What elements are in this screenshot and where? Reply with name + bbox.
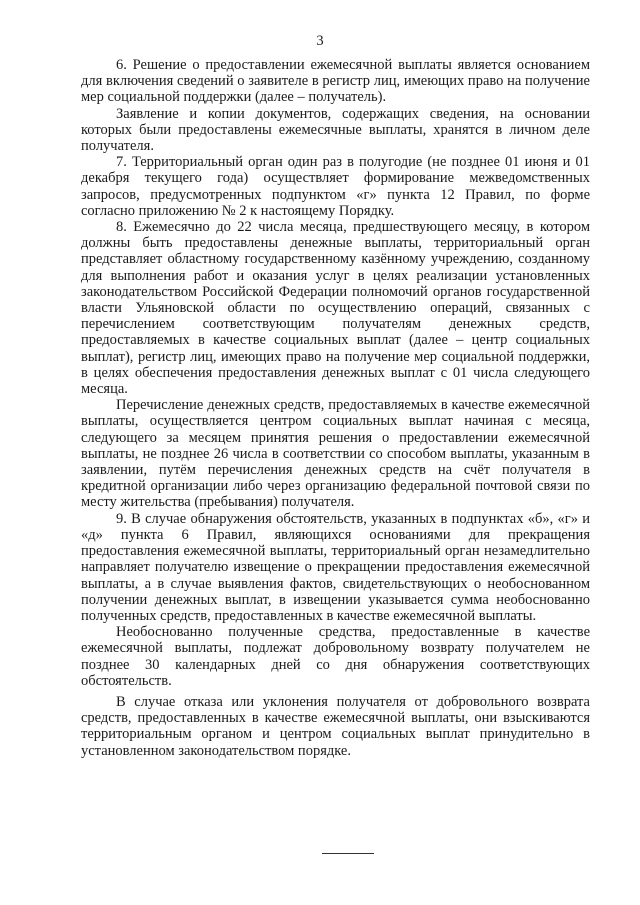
paragraph-9: 9. В случае обнаружения обстоятельств, указанных в подпунктах «б», «г» и «д» пункта 6 Правил, являющихся основаниями для прекращения предоставления ежемесячной выплаты, территориальный орган незамедлительно направляет получателю извещение о прекращении предоставления ежемесячной выплаты, а в случае выявления фактов, свидетельствующих о необоснованном получении денежных выплат, в извещении указывается сумма необоснованно полученных средств, предоставленных в качестве ежемесячной выплаты. [81,510,590,624]
paragraph-8: 8. Ежемесячно до 22 числа месяца, предшествующего месяцу, в котором должны быть предоставлены денежные выплаты, территориальный орган представляет областному государственному казённому учреждению, созданному для выполнения работ и оказания услуг в целях реализации установленных законодательством Российской Федерации полномочий органов государственной власти Ульяновской области по осуществлению операций, связанных с перечислением соответствующим получателям денежных средств, предоставляемых в качестве социальных выплат (далее – центр социальных выплат), регистр лиц, имеющих право на получение мер социальной поддержки, в целях обеспечения предоставления денежных выплат с 01 числа следующего месяца. [81,219,590,398]
paragraph-9-enforcement: В случае отказа или уклонения получателя от добровольного возврата средств, предоставленных в качестве ежемесячной выплаты, они взыскиваются территориальным органом и центром социальных выплат принудительно в установленном законодательством порядке. [81,693,590,759]
paragraph-8-transfer: Перечисление денежных средств, предоставляемых в качестве ежемесячной выплаты, осуществляется центром социальных выплат начиная с месяца, следующего за месяцем принятия решения о предоставлении ежемесячной выплаты, не позднее 26 числа в соответствии со способом выплаты, указанным в заявлении, путём перечисления денежных средств на счёт получателя в кредитной организации либо через организацию федеральной почтовой связи по месту жительства (пребывания) получателя. [81,397,590,511]
paragraph-6: 6. Решение о предоставлении ежемесячной выплаты является основанием для включения сведений о заявителе в регистр лиц, имеющих право на получение мер социальной поддержки (далее – получатель). [81,57,590,106]
paragraph-7: 7. Территориальный орган один раз в полугодие (не позднее 01 июня и 01 декабря текущего года) осуществляет формирование межведомственных запросов, предусмотренных подпунктом «г» пункта 12 Правил, по форме согласно приложению № 2 к настоящему Порядку. [81,154,590,219]
page-number: 3 [316,33,324,49]
document-body [81,57,590,759]
paragraph-9-refund: Необоснованно полученные средства, предоставленные в качестве ежемесячной выплаты, подлежат добровольному возврату получателем не позднее 30 календарных дней со дня обнаружения соответствующих обстоятельств. [81,624,590,689]
paragraph-6-storage: Заявление и копии документов, содержащих сведения, на основании которых были предоставлены ежемесячные выплаты, хранятся в личном деле получателя. [81,105,590,155]
end-of-document-rule [322,853,374,854]
